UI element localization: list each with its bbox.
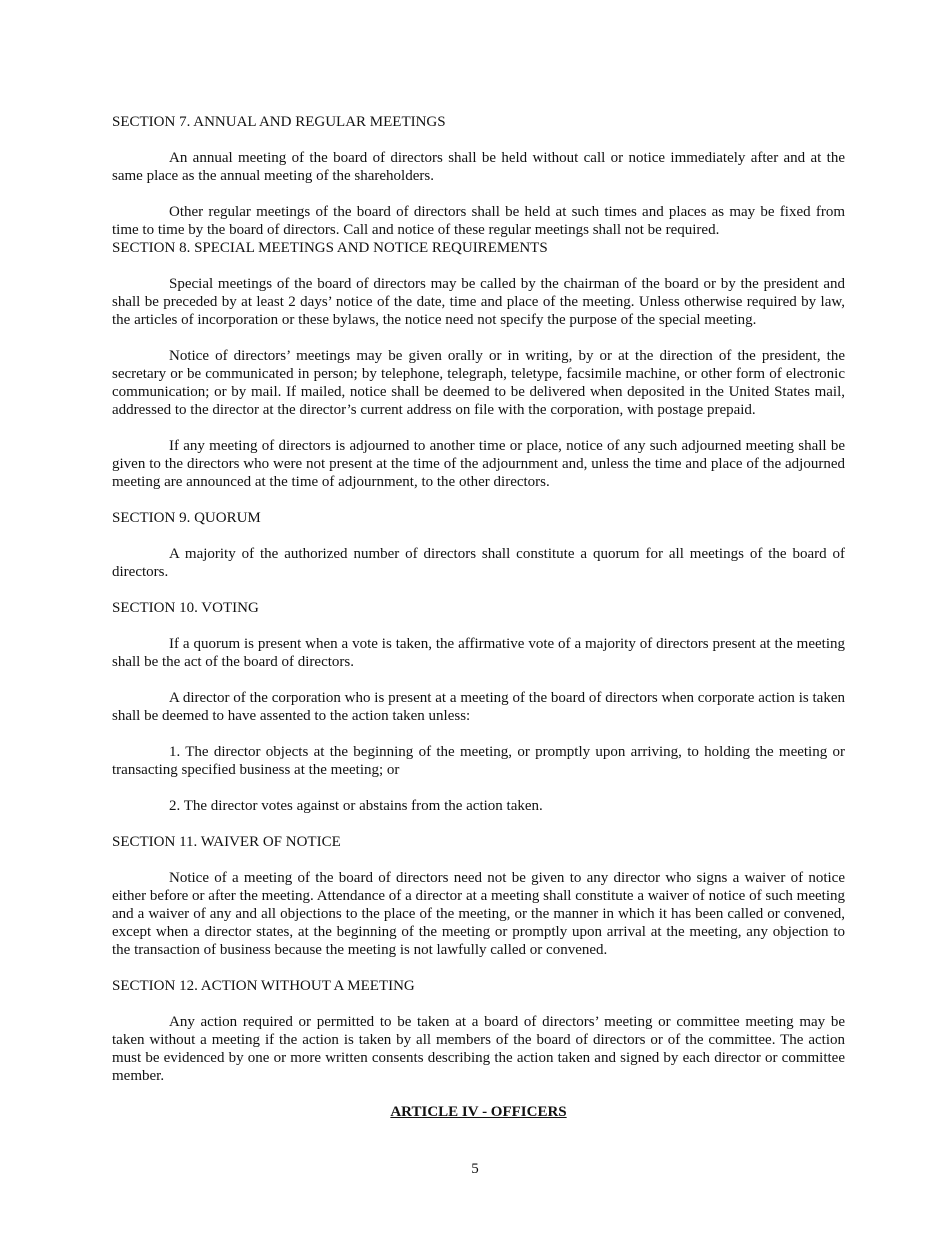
section-10-paragraph-1: If a quorum is present when a vote is taken, the affirmative vote of a majority of directors present at the meeting shall be the act of the board of directors. — [112, 636, 845, 670]
section-11-paragraph-1: Notice of a meeting of the board of directors need not be given to any director who signs a waiver of notice either before or after the meeting. Attendance of a director at a meeting shall constitute a waiver of notice of such meeting and a waiver of any and all objections to the place of the meeting, or the manner in which it has been called or convened, except when a director states, at the beginning of the meeting or promptly upon arrival at the meeting, any objection to the transaction of business because the meeting is not lawfully called or convened. — [112, 870, 845, 958]
section-11-heading: SECTION 11. WAIVER OF NOTICE — [112, 834, 341, 850]
section-8-paragraph-1: Special meetings of the board of directors may be called by the chairman of the board or by the president and shall be preceded by at least 2 days’ notice of the date, time and place of the meeting. Unless otherwise required by law, the articles of incorporation or these bylaws, the notice need not specify the purpose of the special meeting. — [112, 276, 845, 328]
article-iv-heading: ARTICLE IV - OFFICERS — [390, 1104, 567, 1120]
section-8-heading: SECTION 8. SPECIAL MEETINGS AND NOTICE REQUIREMENTS — [112, 240, 548, 256]
section-7-paragraph-1: An annual meeting of the board of directors shall be held without call or notice immediately after and at the same place as the annual meeting of the shareholders. — [112, 150, 845, 184]
section-12-heading: SECTION 12. ACTION WITHOUT A MEETING — [112, 978, 415, 994]
section-8-paragraph-3: If any meeting of directors is adjourned to another time or place, notice of any such adjourned meeting shall be given to the directors who were not present at the time of the adjournment and, unless the time and place of the adjourned meeting are announced at the time of adjournment, to the other directors. — [112, 438, 845, 490]
section-10-list-item-2: 2. The director votes against or abstains from the action taken. — [169, 798, 543, 814]
section-9-heading: SECTION 9. QUORUM — [112, 510, 261, 526]
section-9-paragraph-1: A majority of the authorized number of directors shall constitute a quorum for all meetings of the board of directors. — [112, 546, 845, 580]
section-10-paragraph-2: A director of the corporation who is present at a meeting of the board of directors when corporate action is taken shall be deemed to have assented to the action taken unless: — [112, 690, 845, 724]
page-content — [112, 113, 845, 1121]
section-10-heading: SECTION 10. VOTING — [112, 600, 259, 616]
section-7-paragraph-2: Other regular meetings of the board of directors shall be held at such times and places as may be fixed from time to time by the board of directors. Call and notice of these regular meetings shall not be required. — [112, 204, 845, 238]
section-10-list-item-1: 1. The director objects at the beginning of the meeting, or promptly upon arriving, to holding the meeting or transacting specified business at the meeting; or — [112, 744, 845, 778]
page-number: 5 — [471, 1161, 479, 1177]
section-7-heading: SECTION 7. ANNUAL AND REGULAR MEETINGS — [112, 114, 446, 130]
section-8-paragraph-2: Notice of directors’ meetings may be given orally or in writing, by or at the direction of the president, the secretary or be communicated in person; by telephone, telegraph, teletype, facsimile machine, or other form of electronic communication; or by mail. If mailed, notice shall be deemed to be delivered when deposited in the United States mail, addressed to the director at the director’s current address on file with the corporation, with postage prepaid. — [112, 348, 845, 418]
section-12-paragraph-1: Any action required or permitted to be taken at a board of directors’ meeting or committee meeting may be taken without a meeting if the action is taken by all members of the board of directors or of the committee. The action must be evidenced by one or more written consents describing the action taken and signed by each director or committee member. — [112, 1014, 845, 1084]
